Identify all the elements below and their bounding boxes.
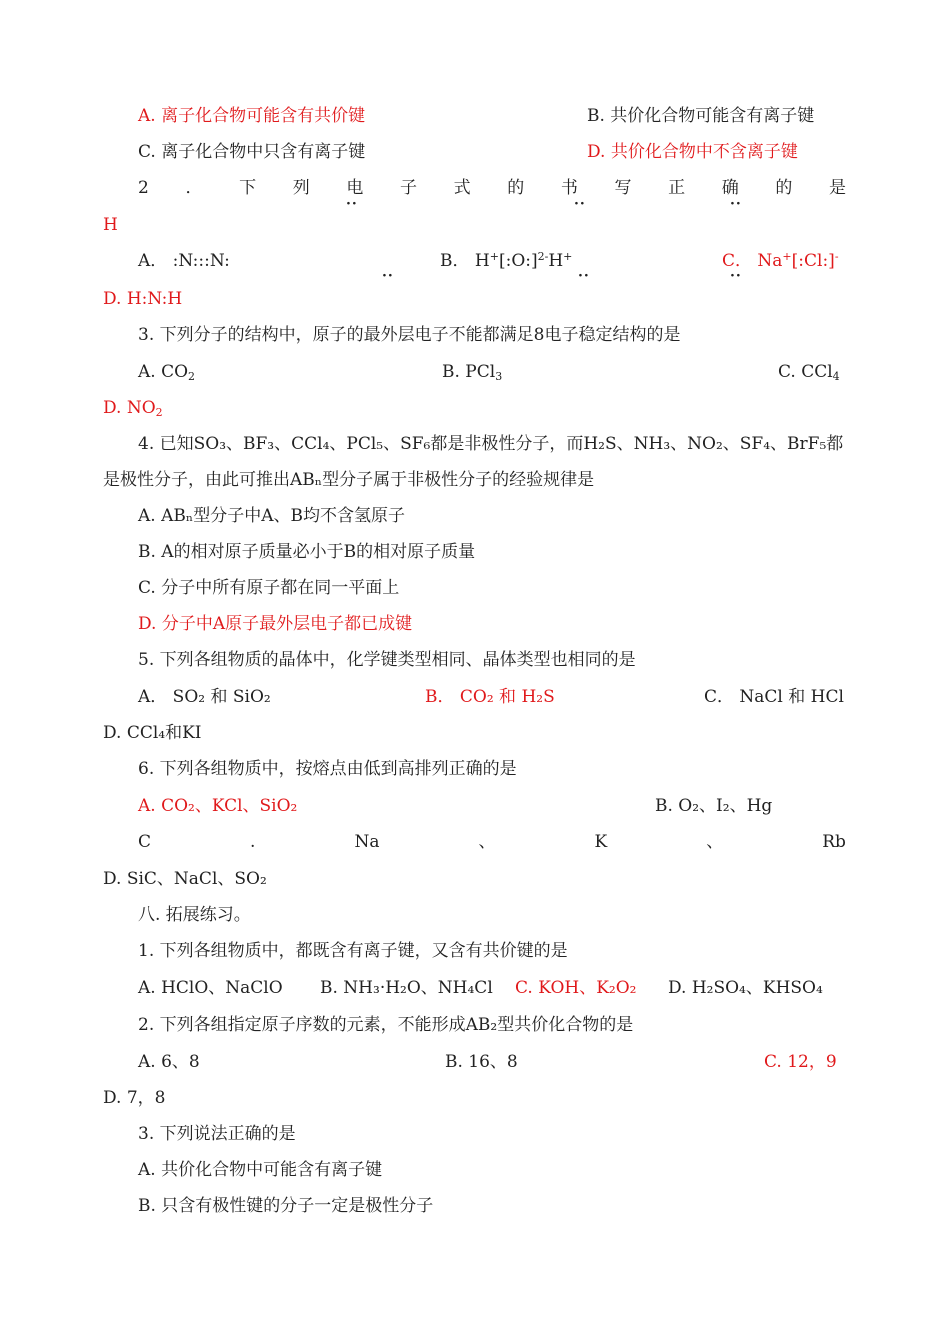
answer-h-label: H: [103, 215, 118, 235]
option-b-q5: B． CO₂ 和 H₂S: [425, 687, 555, 707]
option-d-q5: D. CCl₄和KI: [103, 723, 202, 743]
option-a-q3: A. $CO_2$: [138, 362, 196, 383]
option-a-q6: A. CO₂、KCl、SiO₂: [138, 796, 298, 816]
option-a-q4: A. ABₙ型分子中A、B均不含氢原子: [138, 506, 405, 526]
option-c-q2: C． Na+[:Cl:]-: [722, 250, 839, 271]
option-a-ext1: A. HClO、NaClO: [138, 978, 283, 998]
option-d-q1: D. 共价化合物中不含离子键: [587, 142, 798, 162]
option-c-q3: C. CCl$_4$: [778, 362, 840, 383]
electron-dots: ··: [730, 268, 742, 284]
option-b-ext1: B. NH₃·H₂O、NH₄Cl: [320, 978, 493, 998]
option-d-q3: D. $NO_2$: [103, 398, 163, 419]
option-c-ext1: C. KOH、K₂O₂: [515, 978, 637, 998]
option-d-q2: D. H:N:H: [103, 289, 183, 309]
question-2-stem: 2 ． 下 列 电 子 式 的 书 写 正 确 的 是: [138, 178, 846, 198]
option-d-q4: D. 分子中A原子最外层电子都已成键: [138, 614, 413, 634]
ext-question-2-stem: 2. 下列各组指定原子序数的元素，不能形成AB₂型共价化合物的是: [138, 1015, 634, 1035]
electron-dots: ··: [730, 196, 742, 212]
option-c-q4: C. 分子中所有原子都在同一平面上: [138, 578, 400, 598]
option-a-ext3: A. 共价化合物中可能含有离子键: [138, 1160, 383, 1180]
option-d-ext2: D. 7，8: [103, 1088, 166, 1108]
option-c-ext2: C. 12，9: [764, 1052, 837, 1072]
electron-dots: ··: [346, 196, 358, 212]
option-a-q5: A． SO₂ 和 SiO₂: [138, 687, 271, 707]
question-3-stem: 3. 下列分子的结构中，原子的最外层电子不能都满足8电子稳定结构的是: [138, 325, 681, 345]
option-a-q2: A． :N:::N:: [138, 251, 230, 271]
ext-question-3-stem: 3. 下列说法正确的是: [138, 1124, 296, 1144]
option-b-q3: B. PCl$_3$: [442, 362, 503, 383]
question-4-stem: 4. 已知SO₃、BF₃、CCl₄、PCl₅、SF₆都是非极性分子，而H₂S、NH₃、NO₂、SF₄、BrF₅都: [138, 434, 844, 454]
option-a-q1: A. 离子化合物可能含有共价键: [138, 106, 366, 126]
electron-dots: ··: [382, 268, 394, 284]
option-d-q6: D. SiC、NaCl、SO₂: [103, 869, 267, 889]
electron-dots: ··: [578, 268, 590, 284]
option-b-q6: B. O₂、I₂、Hg: [655, 796, 773, 816]
option-a-ext2: A. 6、8: [138, 1052, 200, 1072]
electron-dots: ··: [574, 196, 586, 212]
option-b-q1: B. 共价化合物可能含有离子键: [587, 106, 815, 126]
option-b-ext3: B. 只含有极性键的分子一定是极性分子: [138, 1196, 434, 1216]
option-b-q4: B. A的相对原子质量必小于B的相对原子质量: [138, 542, 476, 562]
section-heading: 八. 拓展练习。: [138, 905, 251, 925]
question-6-stem: 6. 下列各组物质中，按熔点由低到高排列正确的是: [138, 759, 517, 779]
option-c-q5: C． NaCl 和 HCl: [704, 687, 844, 707]
question-5-stem: 5. 下列各组物质的晶体中，化学键类型相同、晶体类型也相同的是: [138, 650, 636, 670]
option-c-q6: C . Na 、 K 、 Rb: [138, 832, 846, 852]
question-4-stem-cont: 是极性分子，由此可推出ABₙ型分子属于非极性分子的经验规律是: [103, 470, 595, 490]
option-b-q2: B． H+[:O:]$^{2-}$H+: [440, 250, 573, 271]
option-d-ext1: D. H₂SO₄、KHSO₄: [668, 978, 823, 998]
ext-question-1-stem: 1. 下列各组物质中，都既含有离子键，又含有共价键的是: [138, 941, 568, 961]
option-b-ext2: B. 16、8: [445, 1052, 518, 1072]
option-c-q1: C. 离子化合物中只含有离子键: [138, 142, 366, 162]
